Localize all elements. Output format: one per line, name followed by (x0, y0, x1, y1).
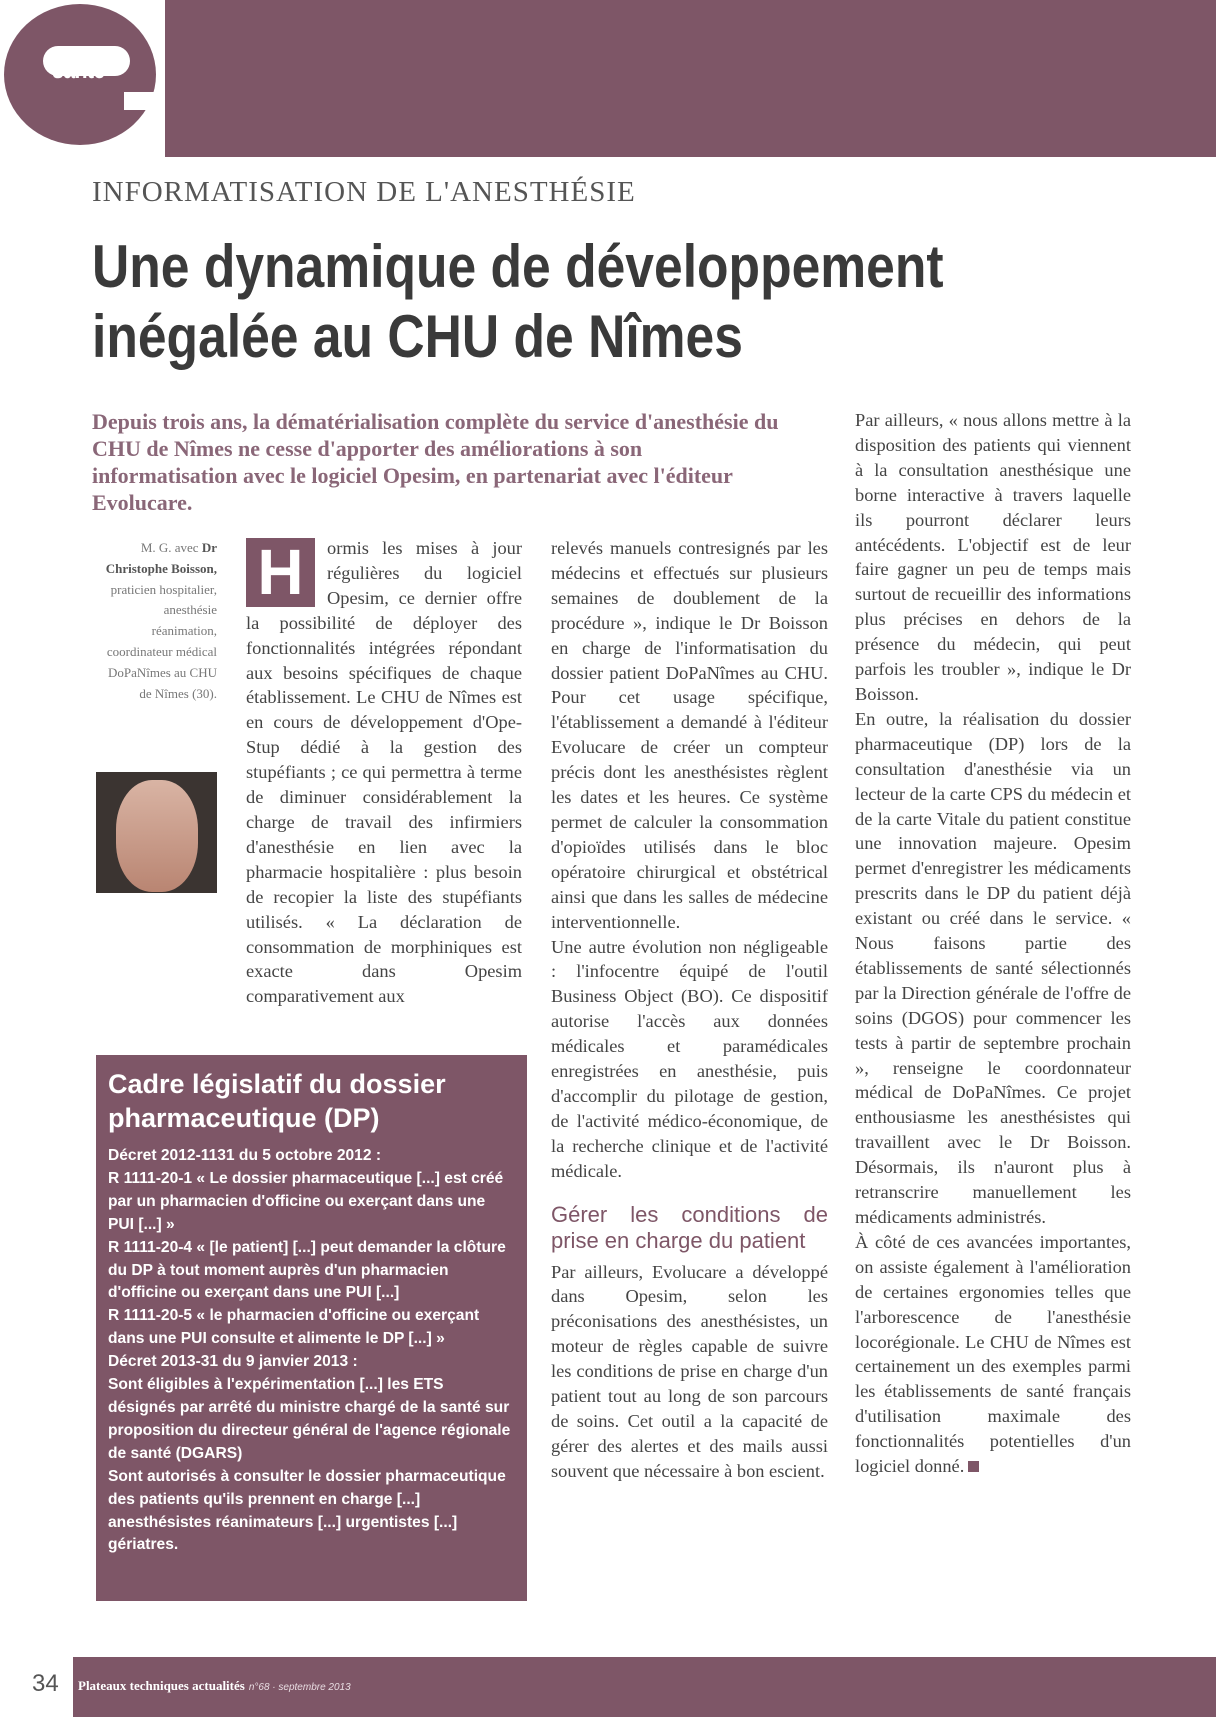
article-paragraph: relevés manuels contresignés par les médecins et effectués sur plusieurs semaines de doublement de la procédure », indique le Dr Boisson en charge de l'informatisation du dossier patient DoPaNîmes au CHU. Pour cet usage spécifique, l'établissement a demandé à l'éditeur Evolucare de créer un compteur précis dont les anesthésistes règlent les dates et les heures. Ce système permet de calculer la consommation d'opioïdes utilisés dans le bloc opératoire chirurgical et obstétrical ainsi que dans les salles de médecine interventionnelle. (551, 538, 828, 932)
article-column-3 (855, 408, 1131, 1479)
byline-role: praticien hospitalier, anesthésie réanimation, coordinateur médical DoPaNîmes au CHU de Nîmes (30). (106, 581, 217, 701)
byline-name: Dr Christophe Boisson, (105, 540, 217, 576)
section-logo-label: santé (52, 54, 105, 84)
article-paragraph: Par ailleurs, Evolucare a développé dans Opesim, selon les préconisations des anesthésistes, un moteur de règles capable de suivre les conditions de prise en charge d'un patient tout au long de son parcours de soins. Cet outil a la capacité de gérer des alertes et des mails aussi souvent que nécessaire à bon escient. (551, 1261, 828, 1481)
article-paragraph (855, 1230, 1131, 1479)
publication-name (78, 1678, 351, 1694)
sidebar-line: R 1111-20-1 « Le dossier pharmaceutique [...] est créé par un pharmacien d'officine ou exerçant dans une PUI [...] » (108, 1169, 504, 1233)
headline (92, 232, 995, 372)
page-number: 34 (32, 1670, 59, 1697)
lede: Depuis trois ans, la dématérialisation complète du service d'anesthésie du CHU de Nîmes ne cesse d'apporter des améliorations à son informatisation avec le logiciel Opesim, en partenariat avec l'éditeur Evolucare. (92, 409, 779, 515)
issue-label: n°68 · septembre 2013 (248, 1682, 351, 1693)
article-paragraph: ormis les mises à jour régulières du logiciel Opesim, ce dernier offre la possibilité de déployer des fonctionnalités intégrées répondant aux besoins spécifiques de chaque établissement. Le CHU de Nîmes est en cours de développement d'Ope-Stup dédié à la gestion des stupéfiants ; ce qui permettra à terme de diminuer considérablement la charge de travail des infirmiers d'anesthésie en lien avec la pharmacie hospitalière : plus besoin de recopier la liste des stupéfiants utilisés. « La déclaration de consommation de morphiniques est exacte dans Opesim comparativement aux (246, 538, 522, 1007)
article-column-1 (246, 536, 522, 1009)
article-paragraph: Par ailleurs, « nous allons mettre à la disposition des patients qui viennent à la consultation anesthésique une borne interactive à travers laquelle ils pourront déclarer leurs antécédents. L'objectif est de leur faire gagner un peu de temps mais surtout de recueillir des informations plus précises en dehors de la présence du médecin, qui peut parfois les troubler », indique le Dr Boisson. (855, 410, 1131, 704)
section-logo (4, 4, 156, 145)
byline-prefix: M. G. avec (140, 540, 199, 555)
drop-cap: H (246, 538, 315, 607)
article-paragraph: En outre, la réalisation du dossier pharmaceutique (DP) lors de la consultation d'anesthésie via un lecteur de la carte CPS du médecin et de la carte Vitale du patient constitue une innovation majeure. Opesim permet d'enregistrer les médicaments prescrits dans le DP du patient déjà existant ou créé dans le service. « Nous faisons partie des établissements de santé sélectionnés par la Direction générale de l'offre de soins (DGOS) pour commencer les tests à partir de septembre prochain », renseigne le coordonnateur médical de DoPaNîmes. Ce projet enthousiasme les anesthésistes qui travaillent avec le Dr Boisson. Désormais, ils n'auront plus à retranscrire manuellement les médicaments administrés. (855, 708, 1131, 1227)
header-band (165, 0, 1216, 157)
sidebar-body (108, 1145, 515, 1557)
sidebar-line: R 1111-20-4 « [le patient] [...] peut demander la clôture du DP à tout moment auprès d'un pharmacien d'officine ou exerçant dans une PUI [...] (108, 1238, 506, 1302)
article-column-2 (551, 536, 828, 1484)
end-mark-icon (968, 1461, 979, 1472)
author-portrait (96, 772, 217, 893)
publication-title: Plateaux techniques actualités (78, 1678, 245, 1693)
sidebar-line: Décret 2012-1131 du 5 octobre 2012 : (108, 1147, 382, 1164)
subheading: Gérer les conditions de prise en charge du patient (551, 1201, 828, 1253)
sidebar-line: Sont autorisés à consulter le dossier pharmaceutique des patients qu'ils prennent en charge [...] anesthésistes réanimateurs [...] urgentistes [...] gériatres. (108, 1467, 506, 1554)
sidebar-title: Cadre législatif du dossier pharmaceutique (DP) (108, 1069, 446, 1133)
headline-line-1: Une dynamique de développement (92, 233, 944, 300)
kicker: INFORMATISATION DE L'ANESTHÉSIE (92, 176, 636, 208)
headline-line-2: inégalée au CHU de Nîmes (92, 303, 743, 370)
article-last-text: À côté de ces avancées importantes, on assiste également à l'amélioration de certaines ergonomies telles que l'arborescence de l'anesthésie locorégionale. Le CHU de Nîmes est certainement un des exemples parmi les établissements de santé français d'utilisation maximale des fonctionnalités potentielles d'un logiciel donné. (855, 1231, 1131, 1477)
author-face (116, 780, 198, 892)
sidebar-line: Décret 2013-31 du 9 janvier 2013 : (108, 1353, 358, 1371)
sidebar-line: Sont éligibles à l'expérimentation [...] les ETS désignés par arrêté du ministre chargé de la santé sur proposition du directeur général de l'agence régionale de santé (DGARS) (108, 1376, 511, 1462)
byline (100, 538, 217, 704)
article-paragraph: Une autre évolution non négligeable : l'infocentre équipé de l'outil Business Object (BO). Ce dispositif autorise l'accès aux données médicales et paramédicales enregistrées en anesthésie, puis d'accomplir du pilotage de gestion, de l'activité médico-économique, de la recherche clinique et de l'activité médicale. (551, 936, 828, 1181)
sidebar-line: R 1111-20-5 « le pharmacien d'officine ou exerçant dans une PUI consulte et alimente le DP [...] » (108, 1307, 480, 1348)
legal-sidebar (96, 1055, 527, 1601)
